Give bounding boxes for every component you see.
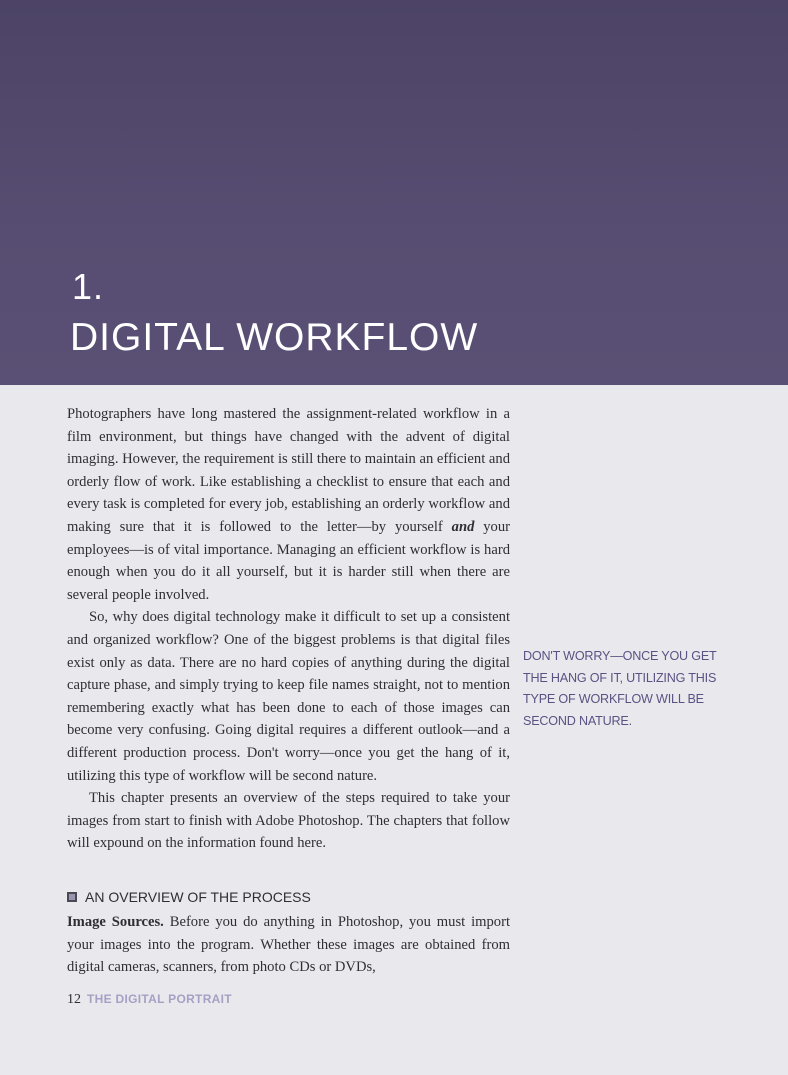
paragraph-2: So, why does digital technology make it difficult to set up a consistent and organized workflow? One of the biggest problems is that digital files exist only as data. There are no hard copies of anything during the digital capture phase, and simply trying to keep file names straight, not to mention remembering exactly what has been done to each of those images can become very confusing. Going digital requires a different outlook—and a different production process. Don't worry—once you get the hang of it, utilizing this type of workflow will be second nature. [67, 609, 510, 784]
body-text [67, 403, 510, 855]
paragraph-1 [67, 403, 510, 606]
pull-quote-line: THE HANG OF IT, UTILIZING THIS [523, 670, 717, 685]
page-number: 12 [67, 992, 81, 1007]
chapter-title: DIGITAL WORKFLOW [70, 316, 479, 359]
section-lead-in: Image Sources. [67, 914, 164, 930]
emphasis-and: and [451, 518, 475, 535]
square-bullet-icon [67, 892, 77, 902]
paragraph-1-part-b: your employees—is of vital importance. Managing an efficient workflow is hard enough when you do it all yourself, but it is harder still when there are several people involved. [67, 518, 511, 603]
section-body [67, 911, 510, 979]
section-heading-text: AN OVERVIEW OF THE PROCESS [85, 889, 311, 905]
pull-quote-line: SECOND NATURE. [523, 713, 632, 728]
chapter-header-band [0, 0, 788, 385]
pull-quote-line: DON'T WORRY—ONCE YOU GET [523, 649, 717, 663]
chapter-number: 1. [72, 266, 105, 307]
section-heading [67, 889, 311, 905]
running-title: THE DIGITAL PORTRAIT [87, 992, 232, 1006]
pull-quote [523, 646, 753, 732]
pull-quote-line: TYPE OF WORKFLOW WILL BE [523, 692, 704, 706]
section-body-text: Before you do anything in Photoshop, you must import your images into the program. Whether these images are obtained from digital cameras, scanners, from photo CDs or DVDs, [67, 914, 510, 976]
paragraph-3: This chapter presents an overview of the steps required to take your images from start to finish with Adobe Photoshop. The chapters that follow will expound on the information found here. [67, 790, 510, 852]
paragraph-1-part-a: Photographers have long mastered the assignment-related workflow in a film environment, but things have changed with the advent of digital imaging. However, the requirement is still there to maintain an efficient and orderly flow of work. Like establishing a checklist to ensure that each and every task is completed for every job, establishing an orderly workflow and making sure that it is followed to the letter—by yourself [67, 406, 510, 535]
page-footer [67, 992, 232, 1008]
